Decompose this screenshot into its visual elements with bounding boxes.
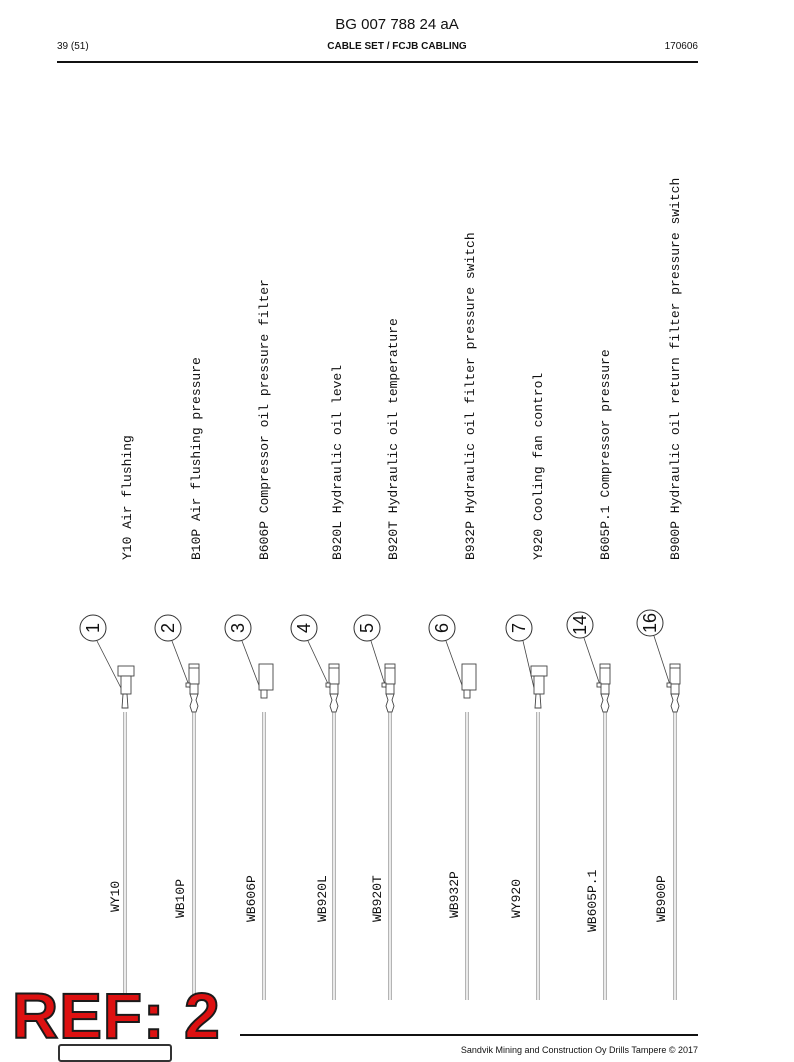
leader-line <box>308 641 330 688</box>
component-label: B932P Hydraulic oil filter pressure switch <box>463 232 478 560</box>
leader-line <box>172 641 190 688</box>
leader-line <box>371 641 386 688</box>
cable-item-6 <box>429 232 478 1000</box>
connector-straight-icon <box>597 664 610 712</box>
leader-line <box>242 641 260 688</box>
component-label: B605P.1 Compressor pressure <box>598 349 613 560</box>
leader-line <box>523 641 534 688</box>
callout-number: 6 <box>432 622 452 634</box>
connector-straight-icon <box>326 664 339 712</box>
cable-item-4 <box>291 365 345 1000</box>
cable-label: WB920T <box>370 875 385 922</box>
connector-block-icon <box>259 664 273 698</box>
cable-item-3 <box>225 279 273 1000</box>
document-title: CABLE SET / FCJB CABLING <box>327 41 467 52</box>
leader-line <box>584 638 601 688</box>
cable-label: WB920L <box>315 875 330 922</box>
component-label: Y10 Air flushing <box>120 435 135 560</box>
cable-label: WY920 <box>509 878 524 918</box>
component-label: B920L Hydraulic oil level <box>330 364 345 560</box>
cable-item-2 <box>155 357 204 1000</box>
cable-item-1 <box>80 435 135 1000</box>
component-label: B10P Air flushing pressure <box>189 357 204 560</box>
footer-copyright: Sandvik Mining and Construction Oy Drills Tampere © 2017 <box>460 1045 698 1055</box>
cable-label: WB606P <box>244 875 259 922</box>
component-label: B606P Compressor oil pressure filter <box>257 279 272 560</box>
cable-item-7 <box>506 373 547 1000</box>
cable-item-5 <box>354 318 401 1000</box>
page-number: 39 (51) <box>57 41 89 52</box>
cable-item-14 <box>567 349 613 1000</box>
leader-line <box>446 641 463 688</box>
cable-label: WB605P.1 <box>585 869 600 932</box>
callout-number: 4 <box>294 622 314 634</box>
cable-label: WB900P <box>654 875 669 922</box>
cable-label: WB10P <box>173 878 188 918</box>
component-label: B920T Hydraulic oil temperature <box>386 318 401 560</box>
component-label: B900P Hydraulic oil return filter pressure switch <box>668 177 683 560</box>
document-id: BG 007 788 24 aA <box>335 16 459 33</box>
callout-number: 3 <box>228 622 248 634</box>
connector-straight-icon <box>382 664 395 712</box>
ref-stamp: REF: 2 <box>12 980 221 1052</box>
cable-label: WB932P <box>447 871 462 918</box>
cable-item-16 <box>637 178 683 1000</box>
footer-rule <box>240 1034 698 1036</box>
callout-number: 7 <box>509 622 529 634</box>
connector-straight-icon <box>667 664 680 712</box>
connector-straight-icon <box>186 664 199 712</box>
leader-line <box>97 641 121 688</box>
component-label: Y920 Cooling fan control <box>531 372 546 560</box>
callout-number: 5 <box>357 622 377 634</box>
document-date: 170606 <box>664 41 698 52</box>
leader-line <box>654 636 671 688</box>
connector-block-icon <box>462 664 476 698</box>
cable-label: WY10 <box>108 880 123 912</box>
callout-number: 14 <box>570 614 590 636</box>
callout-number: 1 <box>83 622 103 634</box>
callout-number: 2 <box>158 622 178 634</box>
callout-number: 16 <box>640 612 660 634</box>
